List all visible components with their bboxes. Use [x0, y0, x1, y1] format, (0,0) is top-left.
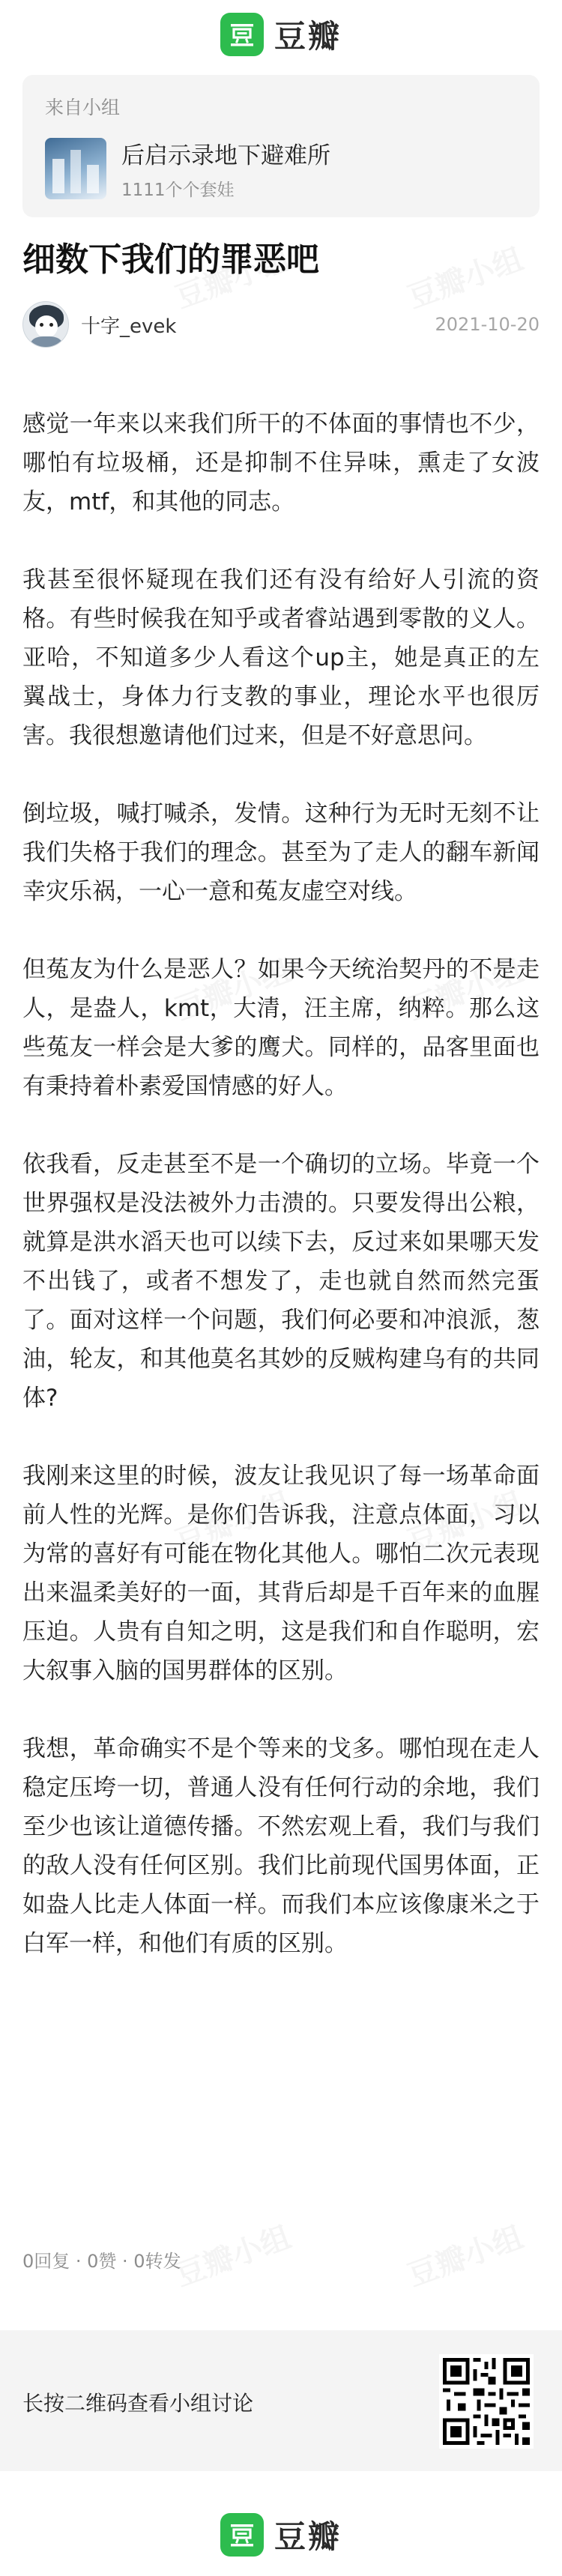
- group-row: [45, 136, 517, 201]
- post-title: 细数下我们的罪恶吧: [22, 241, 319, 279]
- post-paragraph: 但菟友为什么是恶人？如果今天统治契丹的不是走人，是盎人，kmt，大清，汪主席，纳粹。那么这些菟友一样会是大爹的鹰犬。同样的，品客里面也有秉持着朴素爱国情感的好人。: [22, 956, 540, 1100]
- post-paragraph: 依我看，反走甚至不是一个确切的立场。毕竟一个世界强权是没法被外力击溃的。只要发得出公粮，就算是洪水滔天也可以续下去，反过来如果哪天发不出钱了，或者不想发了，走也就自然而然完蛋了。面对这样一个问题，我们何必要和冲浪派，葱油，轮友，和其他莫名其妙的反贼构建乌有的共同体?: [22, 1151, 540, 1412]
- watermark: [169, 2213, 296, 2294]
- qr-panel: [0, 2330, 562, 2471]
- author-row: [22, 300, 540, 349]
- post-paragraph: 感觉一年来以来我们所干的不体面的事情也不少，哪怕有垃圾桶，还是抑制不住异味，熏走了女波友，mtf，和其他的同志。: [22, 411, 540, 515]
- post-paragraph: 我甚至很怀疑现在我们还有没有给好人引流的资格。有些时候我在知乎或者睿站遇到零散的义人。亚哈，不知道多少人看这个up主，她是真正的左翼战士，身体力行支教的事业，理论水平也很厉害。我很想邀请他们过来，但是不好意思问。: [22, 566, 540, 749]
- author-name[interactable]: 十字_evek: [81, 315, 177, 338]
- post-paragraph: 我刚来这里的时候，波友让我见识了每一场革命面前人性的光辉。是你们告诉我，注意点体面，习以为常的喜好有可能在物化其他人。哪怕二次元表现出来温柔美好的一面，其背后却是千百年来的血腥压迫。人贵有自知之明，这是我们和自作聪明，宏大叙事入脑的国男群体的区别。: [22, 1463, 540, 1684]
- group-thumbnail: [45, 138, 106, 199]
- group-from-label: 来自小组: [45, 97, 121, 118]
- douban-logo-icon: [220, 2513, 264, 2557]
- top-brand-bar: [0, 0, 562, 69]
- post-paragraph: 倒垃圾，喊打喊杀，发情。这种行为无时无刻不让我们失格于我们的理念。甚至为了走人的翻车新闻幸灾乐祸，一心一意和菟友虚空对线。: [22, 800, 540, 905]
- douban-logo-glyph: [227, 19, 257, 49]
- douban-logo-glyph: [227, 2520, 257, 2550]
- avatar[interactable]: [22, 301, 69, 348]
- group-card[interactable]: [22, 75, 540, 217]
- post-date: 2021-10-20: [435, 314, 540, 335]
- group-name[interactable]: 后启示录地下避难所: [121, 142, 330, 169]
- bottom-brand-bar: [0, 2509, 562, 2561]
- group-member-count: 1111个个套娃: [121, 181, 235, 200]
- group-info: [121, 136, 330, 201]
- watermark: [401, 2213, 528, 2294]
- qr-code-icon[interactable]: [439, 2354, 534, 2449]
- brand-name: 豆瓣: [274, 2518, 342, 2555]
- post-paragraph: 我想，革命确实不是个等来的戈多。哪怕现在走人稳定压垮一切，普通人没有任何行动的余地，我们至少也该让道德传播。不然宏观上看，我们与我们的敌人没有任何区别。我们比前现代国男体面，正如盎人比走人体面一样。而我们本应该像康米之于白军一样，和他们有质的区别。: [22, 1735, 540, 1957]
- post-stats: 0回复 · 0赞 · 0转发: [22, 2251, 181, 2272]
- brand-name: 豆瓣: [274, 18, 342, 55]
- qr-prompt-text: 长按二维码查看小组讨论: [22, 2391, 254, 2416]
- douban-logo-icon: [220, 13, 264, 56]
- post-body: [22, 405, 540, 2002]
